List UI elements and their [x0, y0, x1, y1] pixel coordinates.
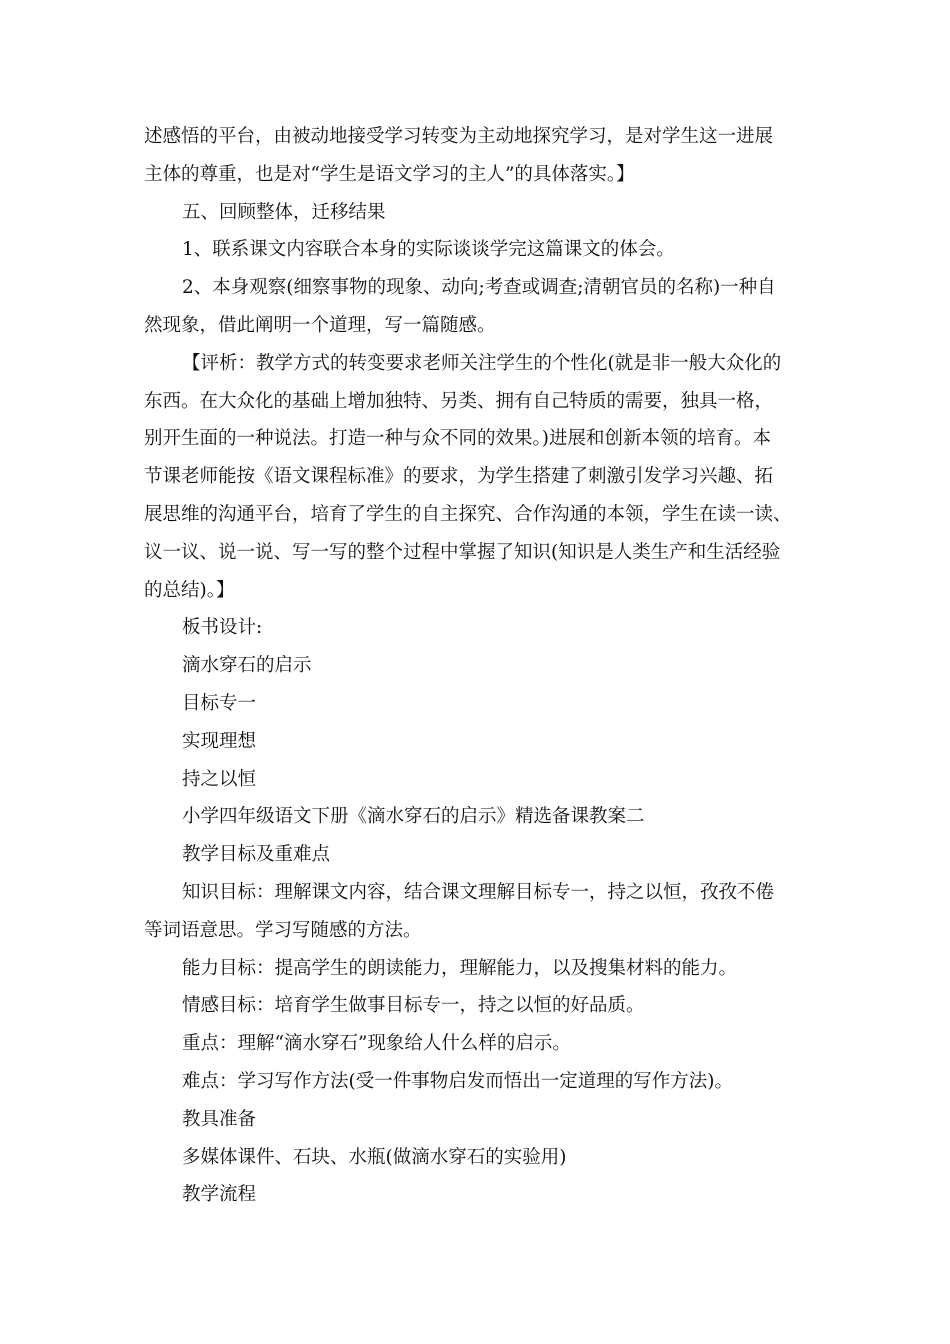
document-body	[144, 118, 812, 1214]
text-line: 等词语意思。学习写随感的方法。	[144, 919, 422, 941]
text-line: 小学四年级语文下册《滴水穿石的启示》精选备课教案二	[182, 806, 645, 828]
text-line: 五、回顾整体，迁移结果	[182, 201, 386, 223]
text-line: 目标专一	[182, 692, 257, 714]
text-line: 教学流程	[182, 1184, 257, 1206]
text-line: 述感悟的平台，由被动地接受学习转变为主动地探究学习，是对学生这一进展	[144, 126, 774, 147]
text-line: 议一议、说一说、写一写的整个过程中掌握了知识(知识是人类生产和生活经验	[144, 541, 781, 563]
text-line: 【评析：教学方式的转变要求老师关注学生的个性化(就是非一般大众化的	[182, 352, 782, 374]
text-line: 情感目标：培育学生做事目标专一，持之以恒的好品质。	[182, 995, 645, 1017]
text-line: 实现理想	[182, 730, 257, 752]
text-line: 别开生面的一种说法。打造一种与众不同的效果。)进展和创新本领的培育。本	[144, 428, 771, 450]
text-line: 难点：学习写作方法(受一件事物启发而悟出一定道理的写作方法)。	[182, 1070, 733, 1092]
text-line: 1、联系课文内容联合本身的实际谈谈学完这篇课文的体会。	[182, 239, 675, 261]
text-line: 然现象，借此阐明一个道理，写一篇随感。	[144, 314, 496, 336]
text-line: 主体的尊重，也是对“学生是语文学习的主人”的具体落实。】	[144, 163, 635, 185]
text-line: 能力目标：提高学生的朗读能力，理解能力，以及搜集材料的能力。	[182, 957, 738, 979]
text-line: 东西。在大众化的基础上增加独特、另类、拥有自己特质的需要，独具一格，	[144, 390, 774, 412]
text-line: 知识目标：理解课文内容，结合课文理解目标专一，持之以恒，孜孜不倦	[182, 881, 775, 903]
text-line: 持之以恒	[182, 768, 257, 790]
text-line: 教具准备	[182, 1108, 257, 1130]
text-line: 节课老师能按《语文课程标准》的要求，为学生搭建了刺激引发学习兴趣、拓	[144, 466, 774, 488]
text-line: 教学目标及重难点	[182, 844, 331, 866]
text-line: 板书设计:	[182, 617, 263, 639]
text-line: 的总结)。】	[144, 579, 235, 601]
text-line: 滴水穿石的启示	[182, 655, 312, 677]
text-line: 展思维的沟通平台，培育了学生的自主探究、合作沟通的本领，学生在读一读、	[144, 503, 792, 525]
text-line: 多媒体课件、石块、水瓶(做滴水穿石的实验用)	[182, 1146, 567, 1168]
text-line: 重点：理解“滴水穿石”现象给人什么样的启示。	[182, 1033, 571, 1055]
text-line: 2、本身观察(细察事物的现象、动向;考查或调查;清朝官员的名称)一种自	[182, 277, 776, 299]
